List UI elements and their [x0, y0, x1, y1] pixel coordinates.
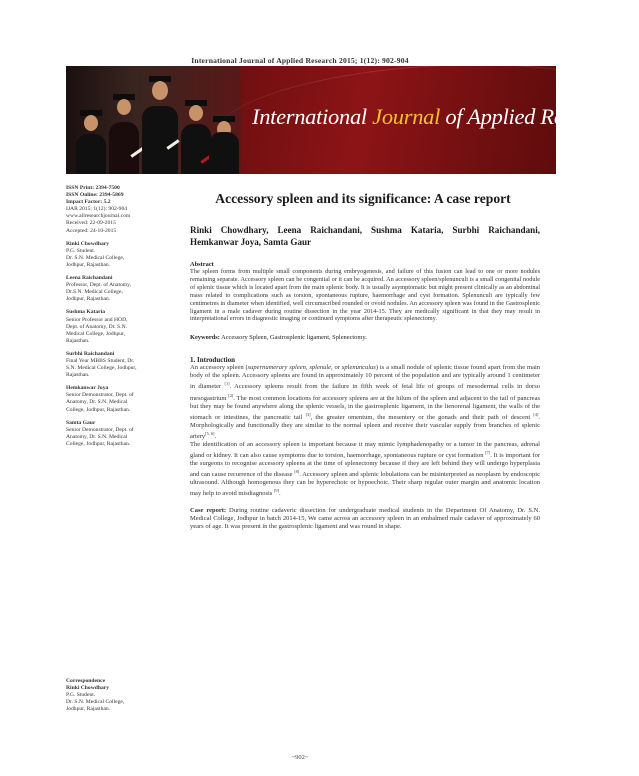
correspondence-title: Correspondence: [66, 678, 106, 684]
citation-ref: [5, 6]: [205, 430, 215, 436]
affiliation-line: P.G. Student.: [66, 247, 96, 254]
affiliation-block: [66, 351, 174, 379]
affiliation-name: Surbhi Raichandani: [66, 350, 115, 357]
sidebar: [66, 185, 174, 448]
citation-ref: [2]: [228, 392, 234, 398]
affiliation-line: Senior Demonstrator, Dept. of: [66, 426, 134, 433]
affiliation-line: Dept. of Anatomy, Dr. S.N.: [66, 323, 128, 330]
affiliation-line: Rajasthan.: [66, 372, 90, 379]
affiliation-line: Anatomy, Dr. S.N. Medical: [66, 433, 128, 440]
affiliation-name: Rinki Chowdhary: [66, 240, 110, 247]
affiliation-line: Rajasthan.: [66, 337, 90, 344]
affiliation-line: College, Jodhpur, Rajasthan.: [66, 440, 131, 447]
affiliation-line: Dr.S.N. Medical College,: [66, 289, 123, 296]
abstract-heading: Abstract: [190, 261, 214, 268]
issn-print: ISSN Print: 2394-7500: [66, 185, 120, 191]
affiliation-block: [66, 241, 174, 269]
affiliation-line: Senior Professor and HOD,: [66, 316, 128, 323]
affiliation-line: Medical College, Jodhpur,: [66, 330, 126, 337]
journal-meta: [66, 185, 174, 235]
keywords: [190, 334, 540, 341]
article-title: Accessory spleen and its significance: A case report: [215, 191, 511, 206]
citation-ref: [3]: [305, 411, 311, 417]
affiliation-line: Professor, Dept. of Anatomy,: [66, 282, 131, 289]
citation-ref: [9]: [273, 488, 279, 494]
correspondence-line: P.G. Student.: [66, 692, 96, 699]
correspondence-line: Dr. S.N. Medical College,: [66, 699, 125, 706]
running-head: International Journal of Applied Research 2015; 1(12): 902-904: [191, 56, 409, 65]
received-date: Received: 22-09-2015: [66, 220, 116, 227]
affiliation-block: [66, 275, 174, 303]
citation-ref: [8]: [294, 469, 300, 475]
keywords-text: Accessory Spleen, Gastrosplenic ligament, Splenectomy.: [219, 334, 367, 342]
journal-url: www.allresearchjournal.com: [66, 213, 131, 220]
affiliation-name: Samta Gaur: [66, 419, 96, 426]
impact-factor: Impact Factor: 5.2: [66, 199, 111, 206]
citation: IJAR 2015; 1(12): 902-904: [66, 206, 128, 213]
affiliation-name: Hemkanwar Joya: [66, 385, 109, 392]
case-report-label: Case report:: [190, 507, 227, 515]
intro-paragraph: The identification of an accessory spleen is important because it may mimic lymphadenopathy or a tumor in the pancreas, adrenal gland or kidney. It can also cause symptoms due to torsion, haemorrhage, spontaneous rupture or cyst formation [7]. It is important for the surgeons to recognise accessory spleens at the time of splenectomy because if they are left behind they will undergo hyperplasia and can cause recurrence of the disease [8]. Accessory spleen and splenic lobulations can be misinterpreted as neoplasm by endoscopic ultrasound. Although homogenous they can be hyperechoic or hypoechoic. Their sharp regular outer margin and anatomic location may help to avoid misdiagnosis [9].: [190, 440, 540, 498]
correspondence-block: [66, 678, 174, 713]
affiliation-line: Anatomy, Dr. S.N. Medical: [66, 399, 128, 406]
affiliation-line: Jodhpur, Rajasthan.: [66, 261, 111, 268]
affiliation-line: Jodhpur, Rajasthan.: [66, 296, 111, 303]
correspondence-line: Jodhpur, Rajasthan.: [66, 706, 111, 713]
affiliation-line: Dr. S.N. Medical College,: [66, 254, 125, 261]
article-body: [190, 185, 540, 531]
author-list: Rinki Chowdhary, Leena Raichandani, Sushma Kataria, Surbhi Raichandani, Hemkanwar Joya, Samta Gaur: [190, 225, 540, 247]
affiliation-name: Sushma Kataria: [66, 309, 106, 316]
accepted-date: Accepted: 24-10-2015: [66, 227, 117, 234]
journal-title: International Journal of Applied Research: [252, 104, 621, 129]
journal-banner: [66, 66, 621, 174]
affiliation-line: Senior Demonstrator, Dept. of: [66, 392, 134, 399]
affiliation-line: S.N. Medical College, Jodhpur,: [66, 365, 137, 372]
intro-paragraph: An accessory spleen (supernumerary spleen, splenule, or splenunculus) is a small nodule of splenic tissue found apart from the main body of the spleen. Accessory spleens are found in approximately 10 percent of the population and are typically around 1 centimeter in diameter [1]. Accessory spleens result from the failure in fifth week of fetal life of groups of mesodermal cells in dorso mesogastrium [2]. The most common locations for accessory spleens are at the hilum of the spleen and adjacent to the tail of pancreas but they may be found anywhere along the splenic vessels, in the gastrosplenic ligament, in the lienorenal ligament, the walls of the stomach or intestines, the pancreatic tail [3], the greater omentum, the mesentery or the gonads and their path of descent [4]. Morphologically and functionally they are similar to the normal spleen and receive their vascular supply from branches of splenic artery[5, 6].: [190, 364, 541, 440]
affiliation-line: College, Jodhpur, Rajasthan.: [66, 406, 131, 413]
affiliation-line: Final Year MBBS Student, Dr.: [66, 357, 135, 364]
page-number: ~902~: [291, 754, 309, 761]
citation-ref: [4]: [533, 411, 539, 417]
citation-ref: [7]: [485, 449, 491, 455]
affiliation-block: [66, 385, 174, 413]
section-heading: 1. Introduction: [190, 356, 235, 365]
abstract-text: The spleen forms from multiple small components during embryogenesis, and failure of this fusion can lead to one or more nodules remaining separate. Accessory spleen can be congenital or it can be acquired. An accessory spleen/splenunculi is a small congenital nodule of splenic tissue which is located apart from the main splenic body. It is usually asymptomatic but might present clinically as an abdominal mass related to complications such as torsion, spontaneous rupture, haemorrhage and cyst formation. Splenunculi are typically few centimetres in diameter when identified, well circumscribed rounded or ovoid nodules. An accessory spleen was found in the Gastrosplenic ligament in a male cadaver during routine dissection in the year 2014-15. They are medically significant in that they may result in interpretational errors in diagnostic imaging or continued symptoms after therapeutic splenectomy.: [190, 268, 540, 323]
case-report-paragraph: Case report: During routine cadaveric dissection for undergraduate medical students in the Department Of Anatomy, Dr. S.N. Medical College, Jodhpur in batch 2014-15, We came across an accessory spleen in an embalmed male cadaver of approximately 60 years of age. It was present in the gastrosplenic ligament and was round in shape.: [190, 507, 540, 531]
graduates-photo: [66, 66, 241, 174]
citation-ref: [1]: [224, 381, 230, 387]
correspondence-name: Rinki Chowdhary: [66, 685, 110, 692]
issn-online: ISSN Online: 2394-5869: [66, 192, 124, 199]
affiliation-name: Leena Raichandani: [66, 275, 113, 282]
keywords-label: Keywords:: [190, 334, 220, 342]
affiliation-block: [66, 309, 174, 344]
affiliation-block: [66, 420, 174, 448]
